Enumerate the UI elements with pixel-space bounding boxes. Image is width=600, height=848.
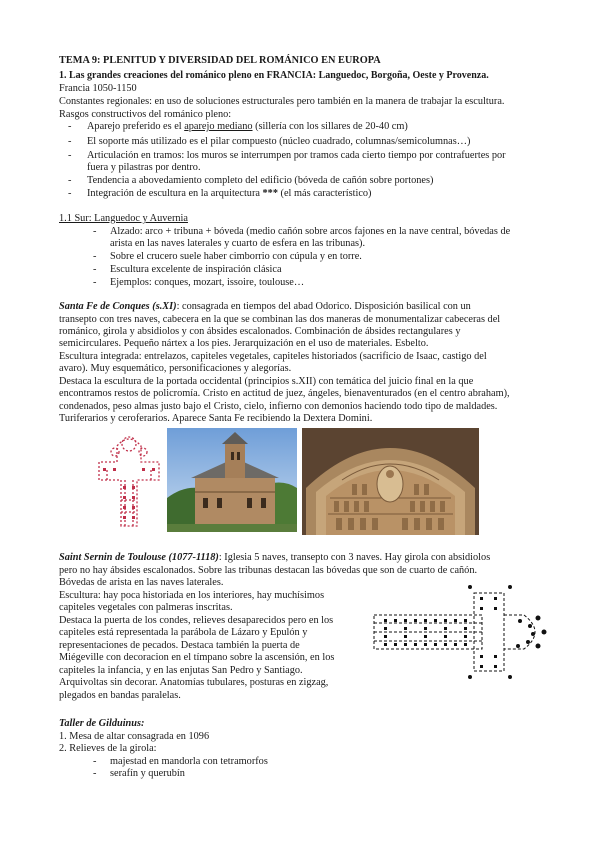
sernin-line: Escultura: hay poca historiada en los interiores, hay muchísimos bbox=[59, 590, 325, 601]
list-item: El soporte más utilizado es el pilar compuesto (núcleo cuadrado, columnas/semicolumnas…) bbox=[87, 136, 471, 147]
conques-line: transepto con tres naves, cabecera en la que se combinan las dos maneras de monumentalizar cabeceras del bbox=[59, 314, 501, 325]
conques-line: avaro). Muy esquemático, personificaciones y alegorías. bbox=[59, 363, 292, 374]
list-item: Ejemplos: conques, mozart, issoire, toulouse… bbox=[110, 277, 305, 288]
section1-dates: Francia 1050-1150 bbox=[59, 83, 137, 94]
sernin-line: pero no hay ábsides escalonados. Sobre las tribunas destacan las bóvedas que son de cuarto de cañón. bbox=[59, 565, 478, 576]
list-bullet: - bbox=[93, 756, 97, 767]
list-item: 1. Mesa de altar consagrada en 1096 bbox=[59, 731, 210, 742]
list-bullet: - bbox=[93, 277, 97, 288]
sernin-line: Arquivoltas sin decorar. Anatomías tubulares, posturas en zigzag, bbox=[59, 677, 329, 688]
list-bullet: - bbox=[68, 188, 72, 199]
conques-title: Santa Fe de Conques (s.XI) bbox=[59, 301, 177, 312]
conques-line: condenados, peso almas justo bajo el Cristo, cielo, infierno con demonios haciendo todo tipo de maldades. bbox=[59, 401, 498, 412]
list-item: Articulación en tramos: los muros se interrumpen por tramos cada cierto tiempo por contrafuertes por bbox=[87, 150, 506, 161]
sernin-line: capiteles la infancia, y en las enjutas San Pedro y Santiago. bbox=[59, 665, 303, 676]
sernin-line: representaciones de pecados. Destaca también la puerta de bbox=[59, 640, 300, 651]
sernin-floor-plan-image bbox=[370, 585, 556, 680]
list-item: Escultura excelente de inspiración clásica bbox=[110, 264, 282, 275]
list-item: majestad en mandorla con tetramorfos bbox=[110, 756, 268, 767]
conques-line: Turiferarios y ceroferarios. Aparece Santa Fe recibiendo la Dextera Domini. bbox=[59, 413, 373, 424]
conques-line: Santa Fe de Conques (s.XI): consagrada en tiempos del abad Odorico. Disposición basilical con un bbox=[59, 301, 471, 312]
list-item: Integración de escultura en la arquitectura *** (el más característico) bbox=[87, 188, 372, 199]
list-bullet: - bbox=[68, 121, 72, 132]
list-bullet: - bbox=[93, 251, 97, 262]
sernin-title: Saint Sernin de Toulouse (1077-1118) bbox=[59, 552, 219, 563]
list-bullet: - bbox=[68, 150, 72, 161]
list-item: Aparejo preferido es el aparejo mediano (sillería con los sillares de 20-40 cm) bbox=[87, 121, 408, 132]
list-item-continuation: fuera y pilastras por dentro. bbox=[87, 162, 201, 173]
conques-line: Destaca la escultura de la portada occidental (principios s.XII) con temática del juicio final en la que bbox=[59, 376, 474, 387]
sernin-line: capiteles está representada la parábola de Lázaro y Epulón y bbox=[59, 627, 308, 638]
conques-line: semicirculares. Pequeño nártex a los pies. Jerarquización en el uso de materiales. Esbelto. bbox=[59, 338, 429, 349]
sernin-line: Destaca la puerta de los condes, relieves desaparecidos pero en los bbox=[59, 615, 334, 626]
list-bullet: - bbox=[93, 264, 97, 275]
list-item: Alzado: arco + tribuna + bóveda (medio cañón sobre arcos fajones en la nave central, bóvedas de bbox=[110, 226, 511, 237]
conques-tympanum-photo bbox=[302, 428, 479, 535]
list-item: serafín y querubín bbox=[110, 768, 185, 779]
section1-heading: 1. Las grandes creaciones del románico pleno en FRANCIA: Languedoc, Borgoña, Oeste y Provenza. bbox=[59, 70, 489, 81]
page-title: TEMA 9: PLENITUD Y DIVERSIDAD DEL ROMÁNICO EN EUROPA bbox=[59, 55, 381, 66]
conques-line: románico, girola y absidiolos y con ábsides escalonados. Combinación de ábsides rectangulares y bbox=[59, 326, 461, 337]
list-item-continuation: arista en las naves laterales y cuarto de esfera en las tribunas). bbox=[110, 238, 366, 249]
section1-regional: Constantes regionales: en uso de soluciones estructurales pero también en la manera de trabajar la escultura. bbox=[59, 96, 505, 107]
conques-line: Escultura integrada: entrelazos, capiteles vegetales, capiteles historiados (sacrificio de Isaac, castigo del bbox=[59, 351, 487, 362]
list-item: Tendencia a abovedamiento completo del edificio (bóveda de cañón sobre portones) bbox=[87, 175, 434, 186]
traits-label: Rasgos constructivos del románico pleno: bbox=[59, 109, 232, 120]
list-bullet: - bbox=[93, 768, 97, 779]
conques-floor-plan-image bbox=[93, 430, 165, 530]
sernin-line: Miégeville con decoracion en el tímpano sobre la ascensión, en los bbox=[59, 652, 335, 663]
list-bullet: - bbox=[93, 226, 97, 237]
sernin-line: plegados en bandas paralelas. bbox=[59, 690, 181, 701]
sernin-line: Bóvedas de arista en las naves laterales. bbox=[59, 577, 224, 588]
list-item: 2. Relieves de la girola: bbox=[59, 743, 157, 754]
list-bullet: - bbox=[68, 136, 72, 147]
conques-church-photo bbox=[167, 428, 297, 532]
list-item: Sobre el crucero suele haber cimborrio con cúpula y en torre. bbox=[110, 251, 362, 262]
sernin-line: Saint Sernin de Toulouse (1077-1118): Iglesia 5 naves, transepto con 3 naves. Hay girola con absidiolos bbox=[59, 552, 491, 563]
conques-line: encontramos restos de policromía. Cristo en actitud de juez, ángeles, bienaventurados (en el centro abraham), bbox=[59, 388, 510, 399]
subsection-heading: 1.1 Sur: Languedoc y Auvernia bbox=[59, 213, 188, 224]
list-bullet: - bbox=[68, 175, 72, 186]
sernin-line: capiteles vegetales con palmeras inscritas. bbox=[59, 602, 233, 613]
gilduinus-title: Taller de Gilduinus: bbox=[59, 718, 145, 729]
